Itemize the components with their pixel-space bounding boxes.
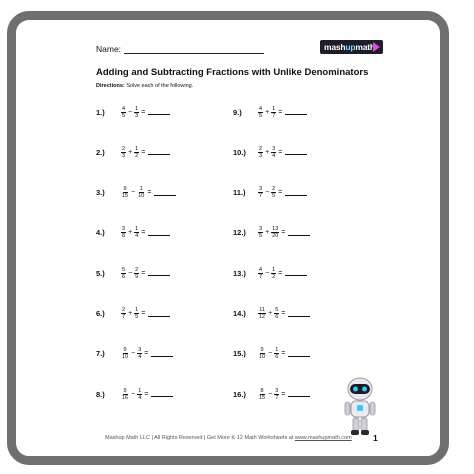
equals-sign: = [141,108,146,116]
denominator: 5 [135,314,139,320]
denominator: 9 [135,273,139,280]
numerator: 9 [260,347,264,354]
problem-number: 1.) [96,107,105,117]
operator: + [128,229,133,237]
fraction-b [274,347,279,360]
problem-16 [233,384,310,404]
denominator: 7 [275,394,279,401]
fraction-a [258,388,266,401]
problem-9 [233,102,307,122]
operator: + [265,148,270,156]
equals-sign: = [278,189,283,197]
operator: − [268,350,273,358]
fraction-a [121,347,129,360]
answer-blank[interactable] [148,109,170,115]
denominator: 2 [135,152,139,159]
footer [105,435,352,441]
operator: − [131,390,136,398]
numerator: 1 [272,105,276,112]
numerator: 9 [123,387,127,394]
equals-sign: = [281,390,286,398]
answer-blank[interactable] [148,270,170,276]
directions [96,83,193,89]
fraction-a [258,267,263,280]
numerator: 2 [122,145,126,152]
play-icon [373,42,380,52]
denominator: 3 [135,112,139,119]
fraction-b [134,307,139,320]
fraction-b [271,186,276,199]
fraction-b [137,347,142,360]
denominator: 5 [272,193,276,200]
problem-7 [96,344,173,364]
denominator: 7 [259,193,263,200]
denominator: 4 [138,394,142,401]
fraction-b [271,267,276,280]
answer-blank[interactable] [288,311,310,317]
denominator: 15 [259,394,266,401]
problem-number: 12.) [233,228,246,238]
answer-blank[interactable] [288,351,310,357]
numerator: 5 [275,307,279,313]
numerator: 4 [122,105,126,112]
fraction-a [258,106,263,119]
denominator: 10 [122,354,129,361]
equals-sign: = [281,350,286,358]
numerator: 3 [259,186,263,193]
numerator: 1 [135,145,139,152]
problem-number: 13.) [233,268,246,278]
numerator: 4 [259,105,263,112]
numerator: 2 [259,145,263,152]
equals-sign: = [281,229,286,237]
numerator: 9 [123,186,127,193]
denominator: 4 [272,152,276,159]
denominator: 7 [259,273,263,280]
answer-blank[interactable] [148,311,170,317]
problem-number: 14.) [233,309,246,318]
operator: − [265,189,270,197]
problem-8 [96,384,173,404]
problem-5 [96,263,170,283]
denominator: 3 [122,152,126,159]
fraction-a [121,186,129,199]
logo-text-up: up [345,42,356,52]
denominator: 10 [259,354,266,361]
page-number: 1 [373,433,378,443]
denominator: 6 [122,273,126,280]
directions-label: Directions: [96,83,125,89]
equals-sign: = [141,229,146,237]
denominator: 4 [138,354,142,361]
fraction-a [121,388,129,401]
problem-number: 8.) [96,389,105,399]
fraction-b [134,146,139,159]
problem-3 [96,183,176,203]
denominator: 12 [259,314,266,320]
denominator: 5 [122,112,126,119]
problem-10 [233,142,307,162]
fraction-b [274,388,279,401]
answer-blank[interactable] [151,391,173,397]
problem-2 [96,142,170,162]
numerator: 8 [260,387,264,394]
problem-13 [233,263,307,283]
answer-blank[interactable] [285,270,307,276]
problem-number: 11.) [233,188,246,198]
problem-number: 2.) [96,147,105,157]
denominator: 7 [272,112,276,119]
footer-link[interactable]: www.mashupmath.com [294,435,352,441]
fraction-b [271,226,279,239]
numerator: 1 [139,186,143,193]
numerator: 1 [135,307,139,313]
answer-blank[interactable] [148,149,170,155]
problem-6 [96,304,170,324]
denominator: 2 [272,273,276,280]
problem-4 [96,223,170,243]
fraction-a [121,106,126,119]
answer-blank[interactable] [154,190,176,196]
fraction-a [258,146,263,159]
numerator: 2 [122,307,126,313]
fraction-b [271,146,276,159]
equals-sign: = [144,350,149,358]
numerator: 9 [123,347,127,354]
equals-sign: = [144,390,149,398]
numerator: 2 [135,266,139,273]
fraction-a [258,307,266,320]
equals-sign: = [141,148,146,156]
robot-mascot-icon [342,375,378,437]
fraction-a [258,347,266,360]
numerator: 1 [275,347,279,354]
problem-number: 10.) [233,147,246,157]
equals-sign: = [281,310,286,317]
equals-sign: = [278,108,283,116]
denominator: 6 [275,354,279,361]
answer-blank[interactable] [288,230,310,236]
answer-blank[interactable] [285,190,307,196]
problem-12 [233,223,310,243]
equals-sign: = [278,148,283,156]
problem-number: 15.) [233,349,246,359]
fraction-a [121,226,126,239]
denominator: 15 [122,193,129,200]
answer-blank[interactable] [151,351,173,357]
numerator: 4 [259,266,263,273]
numerator: 1 [138,387,142,394]
problem-number: 9.) [233,107,242,117]
operator: + [268,310,273,317]
equals-sign: = [278,269,283,277]
numerator: 2 [272,186,276,193]
problem-1 [96,102,170,122]
problem-15 [233,344,310,364]
fraction-b [137,388,142,401]
numerator: 3 [138,347,142,354]
problem-number: 5.) [96,268,105,278]
name-label: Name: [96,44,122,54]
mashup-math-logo [320,40,383,54]
logo-text-left: mash [324,42,346,52]
fraction-b [274,307,279,320]
answer-blank[interactable] [148,230,170,236]
fraction-a [121,267,126,280]
answer-blank[interactable] [285,109,307,115]
equals-sign: = [147,189,152,197]
fraction-b [134,267,139,280]
problem-number: 7.) [96,349,105,359]
fraction-a [121,146,126,159]
answer-blank[interactable] [285,149,307,155]
fraction-b [134,226,139,239]
numerator: 1 [135,105,139,112]
fraction-b [134,106,139,119]
equals-sign: = [141,269,146,277]
numerator: 5 [122,266,126,273]
denominator: 4 [135,233,139,240]
fraction-a [258,226,263,239]
fraction-b [271,106,276,119]
fraction-a [121,307,126,320]
numerator: 1 [135,226,139,233]
problem-number: 4.) [96,228,105,238]
problem-number: 3.) [96,188,105,198]
operator: + [265,108,270,116]
fraction-b [137,186,145,199]
denominator: 6 [275,314,279,320]
denominator: 3 [259,152,263,159]
denominator: 5 [259,112,263,119]
denominator: 20 [272,233,279,240]
equals-sign: = [141,310,146,317]
numerator: 1 [272,266,276,273]
numerator: 3 [272,145,276,152]
numerator: 11 [259,307,265,313]
directions-text: Solve each of the following. [126,83,194,89]
operator: + [128,310,133,317]
numerator: 13 [272,226,279,233]
logo-text-right: math [355,42,375,52]
operator: − [128,108,133,116]
numerator: 3 [122,226,126,233]
denominator: 7 [122,314,126,320]
problem-number: 16.) [233,389,246,399]
operator: + [128,148,133,156]
numerator: 3 [259,226,263,233]
page-frame [7,11,449,465]
denominator: 8 [122,233,126,240]
denominator: 5 [259,233,263,240]
denominator: 16 [122,394,129,401]
problem-14 [233,304,310,324]
operator: − [131,350,136,358]
numerator: 3 [275,387,279,394]
operator: − [131,189,136,197]
answer-blank[interactable] [288,391,310,397]
operator: + [265,229,270,237]
name-field [96,44,264,54]
worksheet-title: Adding and Subtracting Fractions with Unlike Denominators [96,67,369,78]
footer-text: Mashup Math LLC | All Rights Reserved | Get More K-12 Math Worksheets at [105,435,295,441]
name-blank[interactable] [124,45,264,54]
operator: − [265,269,270,277]
operator: − [268,390,273,398]
problem-11 [233,183,307,203]
problem-number: 6.) [96,309,105,318]
denominator: 10 [138,193,145,200]
operator: − [128,269,133,277]
fraction-a [258,186,263,199]
